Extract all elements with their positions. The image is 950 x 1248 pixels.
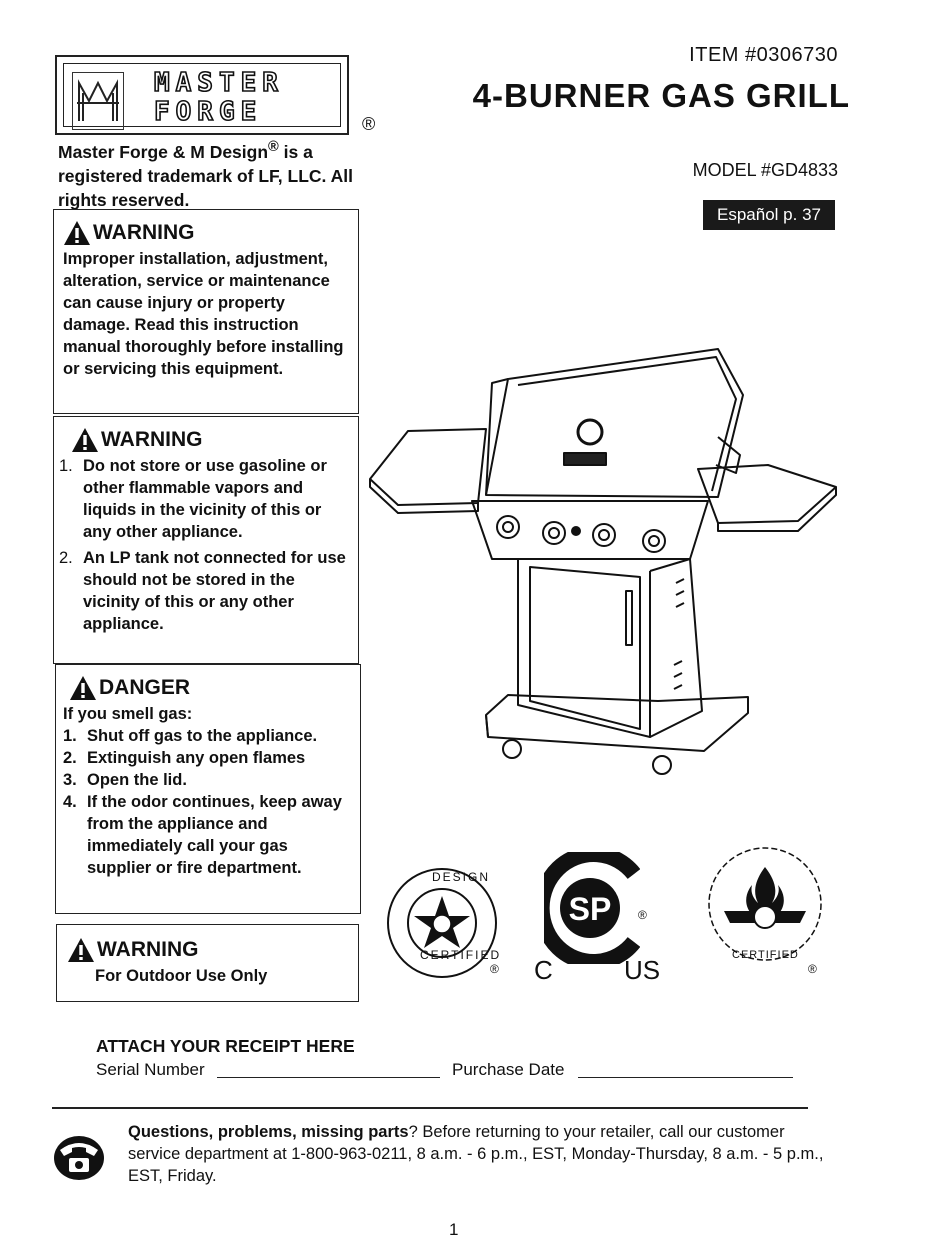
warning-box-installation xyxy=(53,209,359,414)
purchase-date-label: Purchase Date xyxy=(452,1060,565,1079)
danger-intro: If you smell gas: xyxy=(63,705,193,723)
logo-frame xyxy=(63,63,341,127)
page-title: 4-BURNER GAS GRILL xyxy=(472,77,850,114)
warning-triangle-icon xyxy=(63,220,91,246)
warning-heading xyxy=(67,937,353,963)
trademark-reg: ® xyxy=(268,139,279,155)
warning-list xyxy=(59,455,353,635)
warning-heading-text: WARNING xyxy=(97,938,199,961)
logo-word-forge: FORGE xyxy=(154,97,263,127)
serial-number-field[interactable] xyxy=(217,1077,440,1078)
warning-body: Improper installation, adjustment, alteration, service or maintenance can cause injury or property damage. Read this instruction manual thoroughly before installing or servicing this equipment. xyxy=(63,250,344,378)
list-item: 2. Extinguish any open flames xyxy=(63,749,306,767)
attach-receipt-heading: ATTACH YOUR RECEIPT HERE xyxy=(96,1036,355,1056)
list-item: 1. Do not store or use gasoline or other flammable vapors and liquids in the vicinity of this or any other appliance. xyxy=(59,457,327,541)
item-number: ITEM #0306730 xyxy=(689,44,838,66)
trademark-notice xyxy=(58,135,388,212)
gas-certified-seal-icon xyxy=(706,845,824,963)
list-item: 1. Shut off gas to the appliance. xyxy=(63,727,318,745)
m-design-icon xyxy=(72,72,124,130)
warning-heading-text: WARNING xyxy=(93,221,195,244)
warning-triangle-icon xyxy=(69,675,97,701)
warning-triangle-icon xyxy=(67,937,95,963)
espanol-badge: Español p. 37 xyxy=(703,200,835,230)
csa-c-label: C xyxy=(534,955,553,985)
csa-reg: ® xyxy=(638,908,647,922)
trademark-text-a: Master Forge & M Design xyxy=(58,141,269,162)
danger-list xyxy=(63,725,355,879)
design-seal-top-text: DESIGN xyxy=(432,870,491,884)
danger-heading-text: DANGER xyxy=(99,676,191,699)
design-seal-bottom-text: CERTIFIED xyxy=(420,948,502,962)
gas-seal-text: CERTIFIED xyxy=(732,949,799,961)
warning-box-flammables xyxy=(53,416,359,664)
danger-box-gas xyxy=(55,664,361,914)
list-item: 2. An LP tank not connected for use should not be stored in the vicinity of this or any other appliance. xyxy=(59,549,346,633)
section-divider xyxy=(52,1107,808,1109)
support-text xyxy=(128,1121,828,1187)
logo-word-master: MASTER xyxy=(154,68,284,98)
warning-triangle-icon xyxy=(71,427,99,453)
support-rest: ? Before returning to your retailer, call our customer service department at 1-800-963-0211, 8 a.m. - 6 p.m., EST, Monday-Thursday, 8 a.m. - 5 p.m., EST, Friday. xyxy=(128,1123,824,1185)
list-item: 4. If the odor continues, keep away from the appliance and immediately call your gas supplier or fire department. xyxy=(63,793,342,877)
warning-heading xyxy=(63,220,353,246)
warning-heading-text: WARNING xyxy=(101,428,203,451)
phone-icon xyxy=(52,1130,106,1182)
gas-seal-reg: ® xyxy=(808,962,817,976)
grill-illustration xyxy=(368,345,838,775)
warning-box-outdoor xyxy=(56,924,359,1002)
model-number: MODEL #GD4833 xyxy=(692,160,838,180)
danger-heading xyxy=(69,675,355,701)
serial-number-label: Serial Number xyxy=(96,1060,205,1079)
csa-logo-icon xyxy=(544,852,640,964)
logo-registered-mark: ® xyxy=(362,114,376,134)
purchase-date-field[interactable] xyxy=(578,1077,793,1078)
trademark-text-b: is a registered trademark of LF, LLC. All rights reserved. xyxy=(58,141,353,210)
list-item: 3. Open the lid. xyxy=(63,771,187,789)
design-seal-reg: ® xyxy=(490,962,499,976)
svg-text:SP: SP xyxy=(568,891,612,927)
csa-us-label: US xyxy=(624,955,661,985)
warning-heading xyxy=(71,427,353,453)
support-bold: Questions, problems, missing parts xyxy=(128,1123,409,1141)
brand-logo xyxy=(55,55,349,135)
warning-body: For Outdoor Use Only xyxy=(95,967,268,985)
page-number: 1 xyxy=(449,1220,459,1239)
